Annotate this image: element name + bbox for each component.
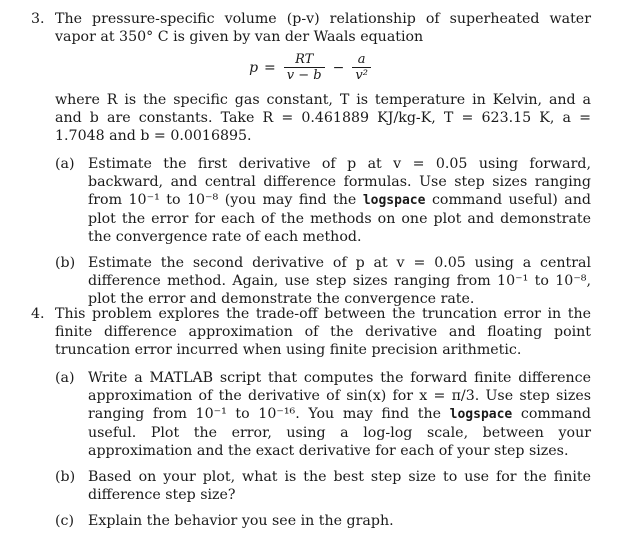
part-a <box>55 155 591 246</box>
part-a <box>55 369 591 460</box>
part-c <box>55 512 591 530</box>
van-der-waals-equation <box>31 52 591 83</box>
part-label: (c) <box>55 513 75 529</box>
part-label: (a) <box>55 156 75 172</box>
part-label: (b) <box>55 255 76 271</box>
problem-parts <box>55 369 591 530</box>
part-text-pre: Write a MATLAB script that computes the forward finite difference approximation of the derivative of sin(x) for x = π/3. Use step sizes ranging from 10⁻¹ to 10⁻¹⁶. You may find the <box>88 370 591 422</box>
equation-equals: = <box>264 59 276 76</box>
problem-intro: The pressure-specific volume (p-v) relationship of superheated water vapor at 350° C is given by van der Waals equation <box>55 11 591 45</box>
part-text: Explain the behavior you see in the graph. <box>88 513 394 529</box>
fraction-rt <box>284 52 325 83</box>
fraction-numerator: a <box>357 52 366 67</box>
part-text-post: command useful) and plot the error for each of the methods on one plot and demonstrate the convergence rate of each method. <box>88 192 591 245</box>
fraction-a <box>352 52 371 83</box>
fraction-numerator: RT <box>295 52 314 67</box>
problem-4 <box>31 305 591 538</box>
fraction-denominator: v − b <box>284 67 325 83</box>
part-b <box>55 468 591 504</box>
problem-number: 3. <box>31 11 45 27</box>
part-label: (b) <box>55 469 76 485</box>
fraction-denominator: v² <box>352 67 371 83</box>
problem-3 <box>31 10 591 316</box>
problem-parts <box>55 155 591 308</box>
equation-lhs: p <box>249 59 259 76</box>
problem-number: 4. <box>31 306 45 322</box>
code-logspace: logspace <box>449 407 513 422</box>
part-text <box>88 155 591 246</box>
code-logspace: logspace <box>362 193 426 208</box>
part-text: Based on your plot, what is the best step size to use for the finite difference step size? <box>88 469 591 503</box>
equation-minus: − <box>332 59 345 76</box>
part-text: Estimate the second derivative of p at v = 0.05 using a central difference method. Again, use step sizes ranging from 10⁻¹ to 10⁻⁸, plot the error and demonstrate the convergence rate. <box>88 255 591 307</box>
part-text-pre: Estimate the first derivative of p at v = 0.05 using forward, backward, and central difference formulas. Use step sizes ranging from 10⁻¹ to 10⁻⁸ (you may find the <box>88 156 591 208</box>
part-b <box>55 254 591 308</box>
part-text-post: command useful. Plot the error, using a log-log scale, between your approximation and the exact derivative for each of your step sizes. <box>88 406 591 459</box>
problem-intro: This problem explores the trade-off between the truncation error in the finite difference approximation of the derivative and floating point truncation error incurred when using finite precision arithmetic. <box>55 306 591 358</box>
part-label: (a) <box>55 370 75 386</box>
part-text <box>88 369 591 460</box>
problem-constants: where R is the specific gas constant, T is temperature in Kelvin, and a and b are constants. Take R = 0.461889 KJ/kg-K, T = 623.15 K, a = 1.7048 and b = 0.0016895. <box>55 92 591 144</box>
